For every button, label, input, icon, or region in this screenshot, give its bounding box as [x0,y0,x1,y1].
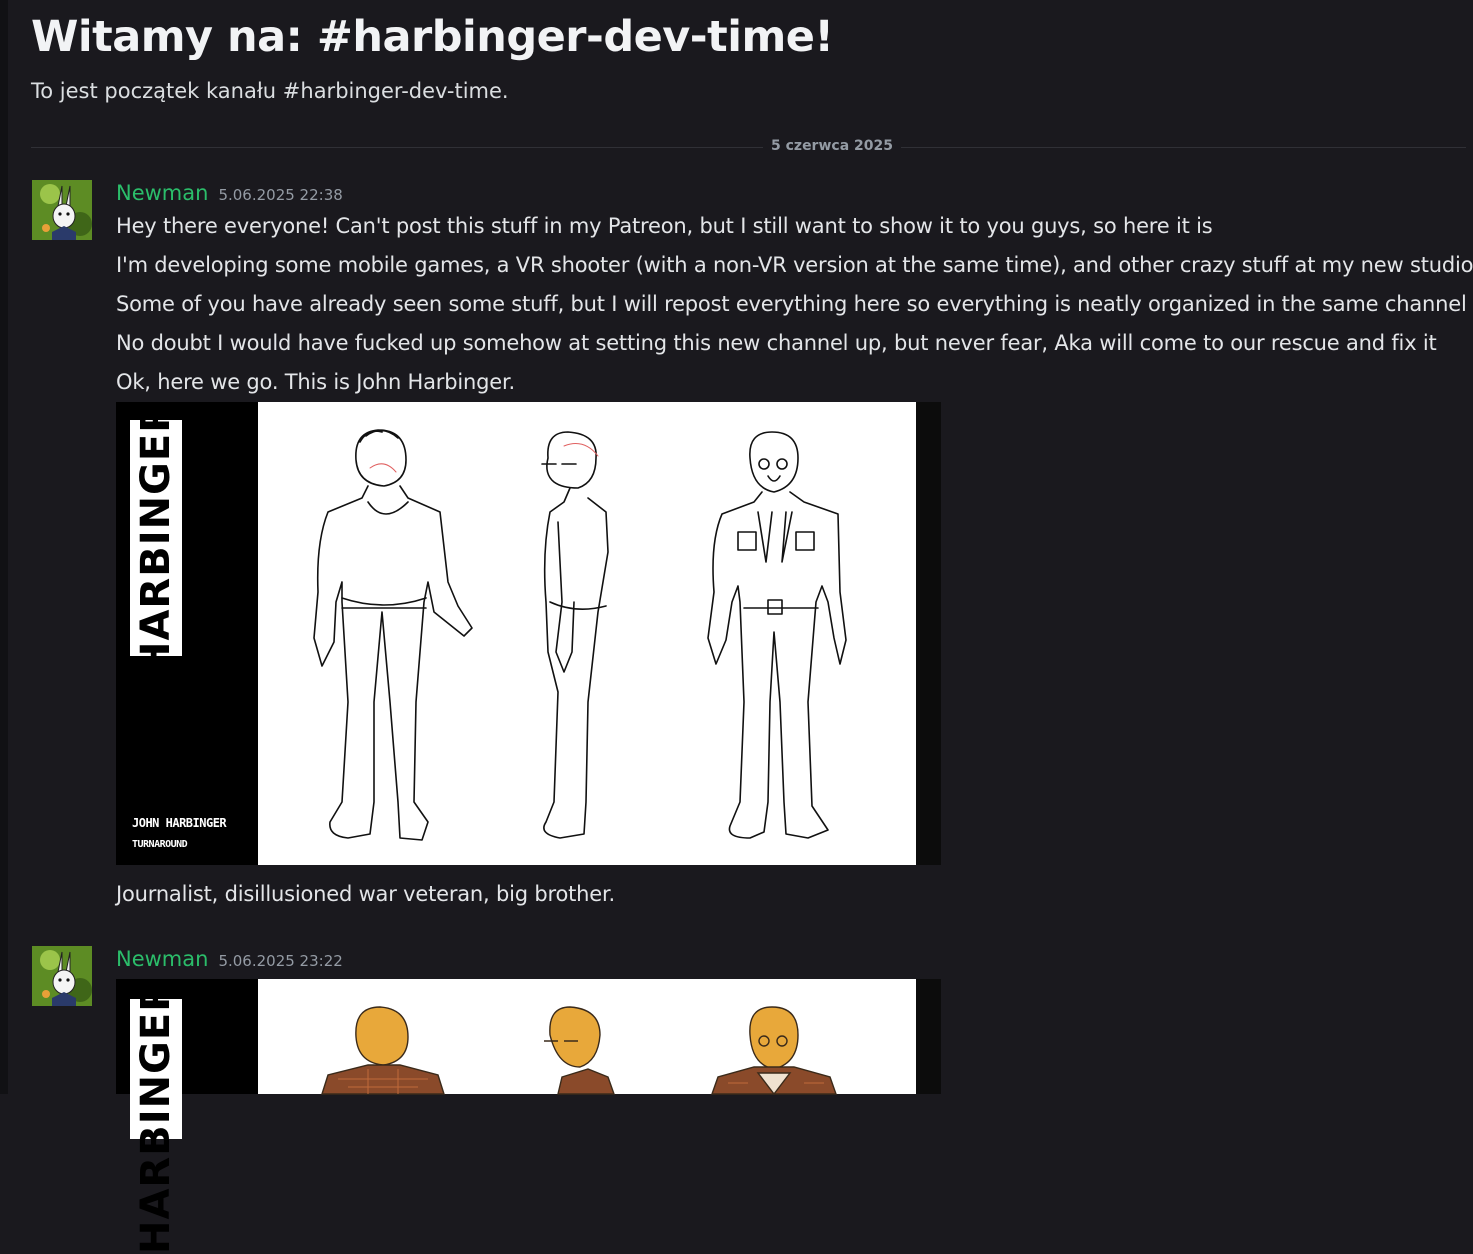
message-text: No doubt I would have fucked up somehow at setting this new channel up, but never fear, Aka will come to our rescue and fix it [116,331,1437,355]
character-colored-image [258,979,916,1094]
character-turnaround-sheet [258,402,916,865]
window-left-edge [0,0,8,1094]
character-turnaround-sheet-colored [258,979,916,1094]
rabbit-avatar-icon [32,180,92,240]
message-header [116,181,343,205]
author-name[interactable]: Newman [116,947,209,971]
image-attachment[interactable] [116,979,941,1254]
avatar[interactable] [32,180,92,240]
rabbit-avatar-icon [32,946,92,1006]
image-attachment[interactable] [116,402,941,865]
message-text: Journalist, disillusioned war veteran, big brother. [116,882,615,906]
message-text: I'm developing some mobile games, a VR shooter (with a non-VR version at the same time), and other crazy stuff at my new studio [116,253,1473,277]
harbinger-logo: HARBINGER [130,999,182,1139]
attachment-caption-title: JOHN HARBINGER [132,816,227,830]
message-timestamp[interactable]: 5.06.2025 23:22 [218,952,343,970]
attachment-caption-subtitle: TURNAROUND [132,839,188,850]
message-header [116,947,343,971]
message-text: Some of you have already seen some stuff, but I will repost everything here so everything is neatly organized in the same channel [116,292,1467,316]
welcome-title: Witamy na: #harbinger-dev-time! [31,12,834,62]
character-lineart-image [258,402,916,865]
divider-date: 5 czerwca 2025 [763,137,901,155]
message-text: Hey there everyone! Can't post this stuff in my Patreon, but I still want to show it to you guys, so here it is [116,214,1213,238]
message-timestamp[interactable]: 5.06.2025 22:38 [218,186,343,204]
date-divider [31,138,1466,154]
welcome-subtitle: To jest początek kanału #harbinger-dev-time. [31,79,509,103]
channel-welcome-header [31,8,1466,104]
attachment-border [916,979,941,1094]
attachment-sidebar [116,979,258,1254]
divider-line [31,147,1466,148]
avatar[interactable] [32,946,92,1006]
message-text: Ok, here we go. This is John Harbinger. [116,370,515,394]
author-name[interactable]: Newman [116,181,209,205]
attachment-border [916,402,941,865]
attachment-sidebar [116,402,258,865]
harbinger-logo: HARBINGER [130,420,182,656]
